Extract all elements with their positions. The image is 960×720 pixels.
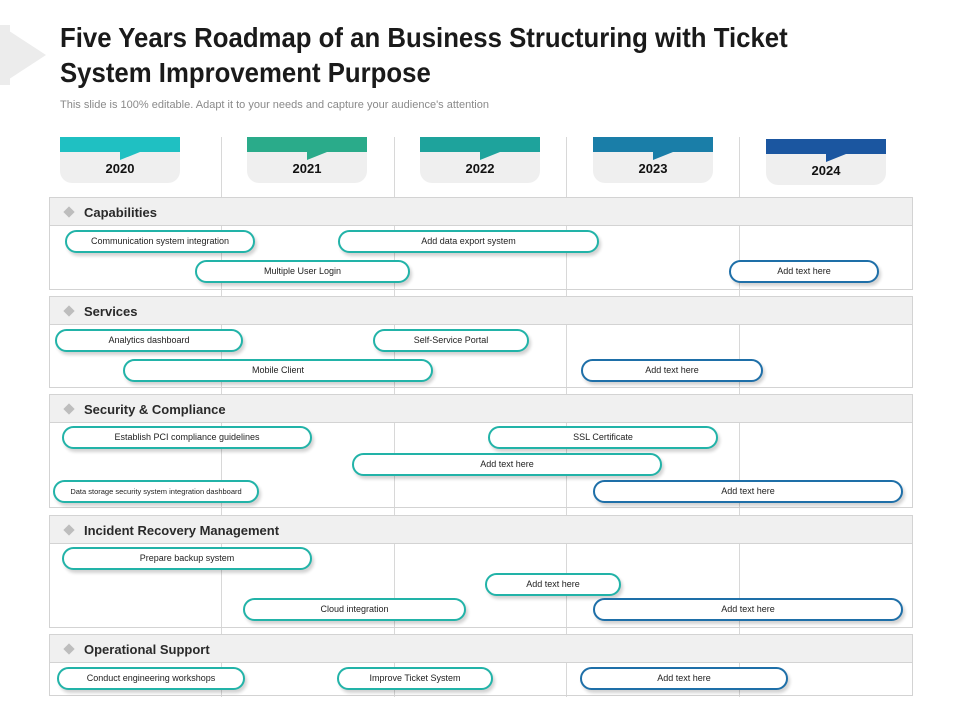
year-notch — [480, 152, 500, 160]
year-notch — [653, 152, 673, 160]
section-title: Operational Support — [84, 642, 210, 657]
section-header — [50, 395, 912, 423]
year-bar — [60, 137, 180, 152]
roadmap-item: Establish PCI compliance guidelines — [62, 426, 312, 449]
roadmap-item: Cloud integration — [243, 598, 466, 621]
year-bar — [593, 137, 713, 152]
year-notch — [120, 152, 140, 160]
roadmap-item: Multiple User Login — [195, 260, 410, 283]
roadmap-item: Add text here — [352, 453, 662, 476]
roadmap-item: Analytics dashboard — [55, 329, 243, 352]
corner-arrow-decoration — [0, 25, 46, 85]
year-bar — [766, 139, 886, 154]
roadmap-item: Data storage security system integration dashboard — [53, 480, 259, 503]
year-card-2024 — [766, 139, 886, 185]
diamond-icon — [63, 305, 74, 316]
roadmap-item: Conduct engineering workshops — [57, 667, 245, 690]
year-label: 2020 — [105, 161, 135, 176]
section-header — [50, 198, 912, 226]
roadmap-item: Add data export system — [338, 230, 599, 253]
page-title: Five Years Roadmap of an Business Structuring with Ticket System Improvement Purpose — [60, 22, 788, 88]
year-label: 2022 — [465, 161, 495, 176]
year-label: 2021 — [292, 161, 322, 176]
section-header — [50, 635, 912, 663]
roadmap-item: Add text here — [485, 573, 621, 596]
diamond-icon — [63, 206, 74, 217]
year-bar — [420, 137, 540, 152]
year-label: 2023 — [638, 161, 668, 176]
diamond-icon — [63, 643, 74, 654]
year-notch — [307, 152, 327, 160]
roadmap-item: Self-Service Portal — [373, 329, 529, 352]
year-bar — [247, 137, 367, 152]
year-notch — [826, 154, 846, 162]
roadmap-item: Prepare backup system — [62, 547, 312, 570]
section-header — [50, 516, 912, 544]
section-header — [50, 297, 912, 325]
roadmap-item: Add text here — [729, 260, 879, 283]
diamond-icon — [63, 403, 74, 414]
roadmap-item: Add text here — [580, 667, 788, 690]
section-title: Capabilities — [84, 205, 157, 220]
section-title: Services — [84, 304, 138, 319]
page-subtitle: This slide is 100% editable. Adapt it to your needs and capture your audience's attention — [60, 99, 489, 111]
roadmap-item: Add text here — [581, 359, 763, 382]
roadmap-item: Mobile Client — [123, 359, 433, 382]
roadmap-item: Communication system integration — [65, 230, 255, 253]
section-title: Security & Compliance — [84, 402, 226, 417]
year-card-2022 — [420, 137, 540, 183]
year-card-2020 — [60, 137, 180, 183]
year-card-2021 — [247, 137, 367, 183]
roadmap-item: Add text here — [593, 480, 903, 503]
roadmap-item: Add text here — [593, 598, 903, 621]
year-label: 2024 — [811, 163, 841, 178]
roadmap-item: SSL Certificate — [488, 426, 718, 449]
section-title: Incident Recovery Management — [84, 523, 280, 538]
roadmap-item: Improve Ticket System — [337, 667, 493, 690]
year-card-2023 — [593, 137, 713, 183]
diamond-icon — [63, 524, 74, 535]
